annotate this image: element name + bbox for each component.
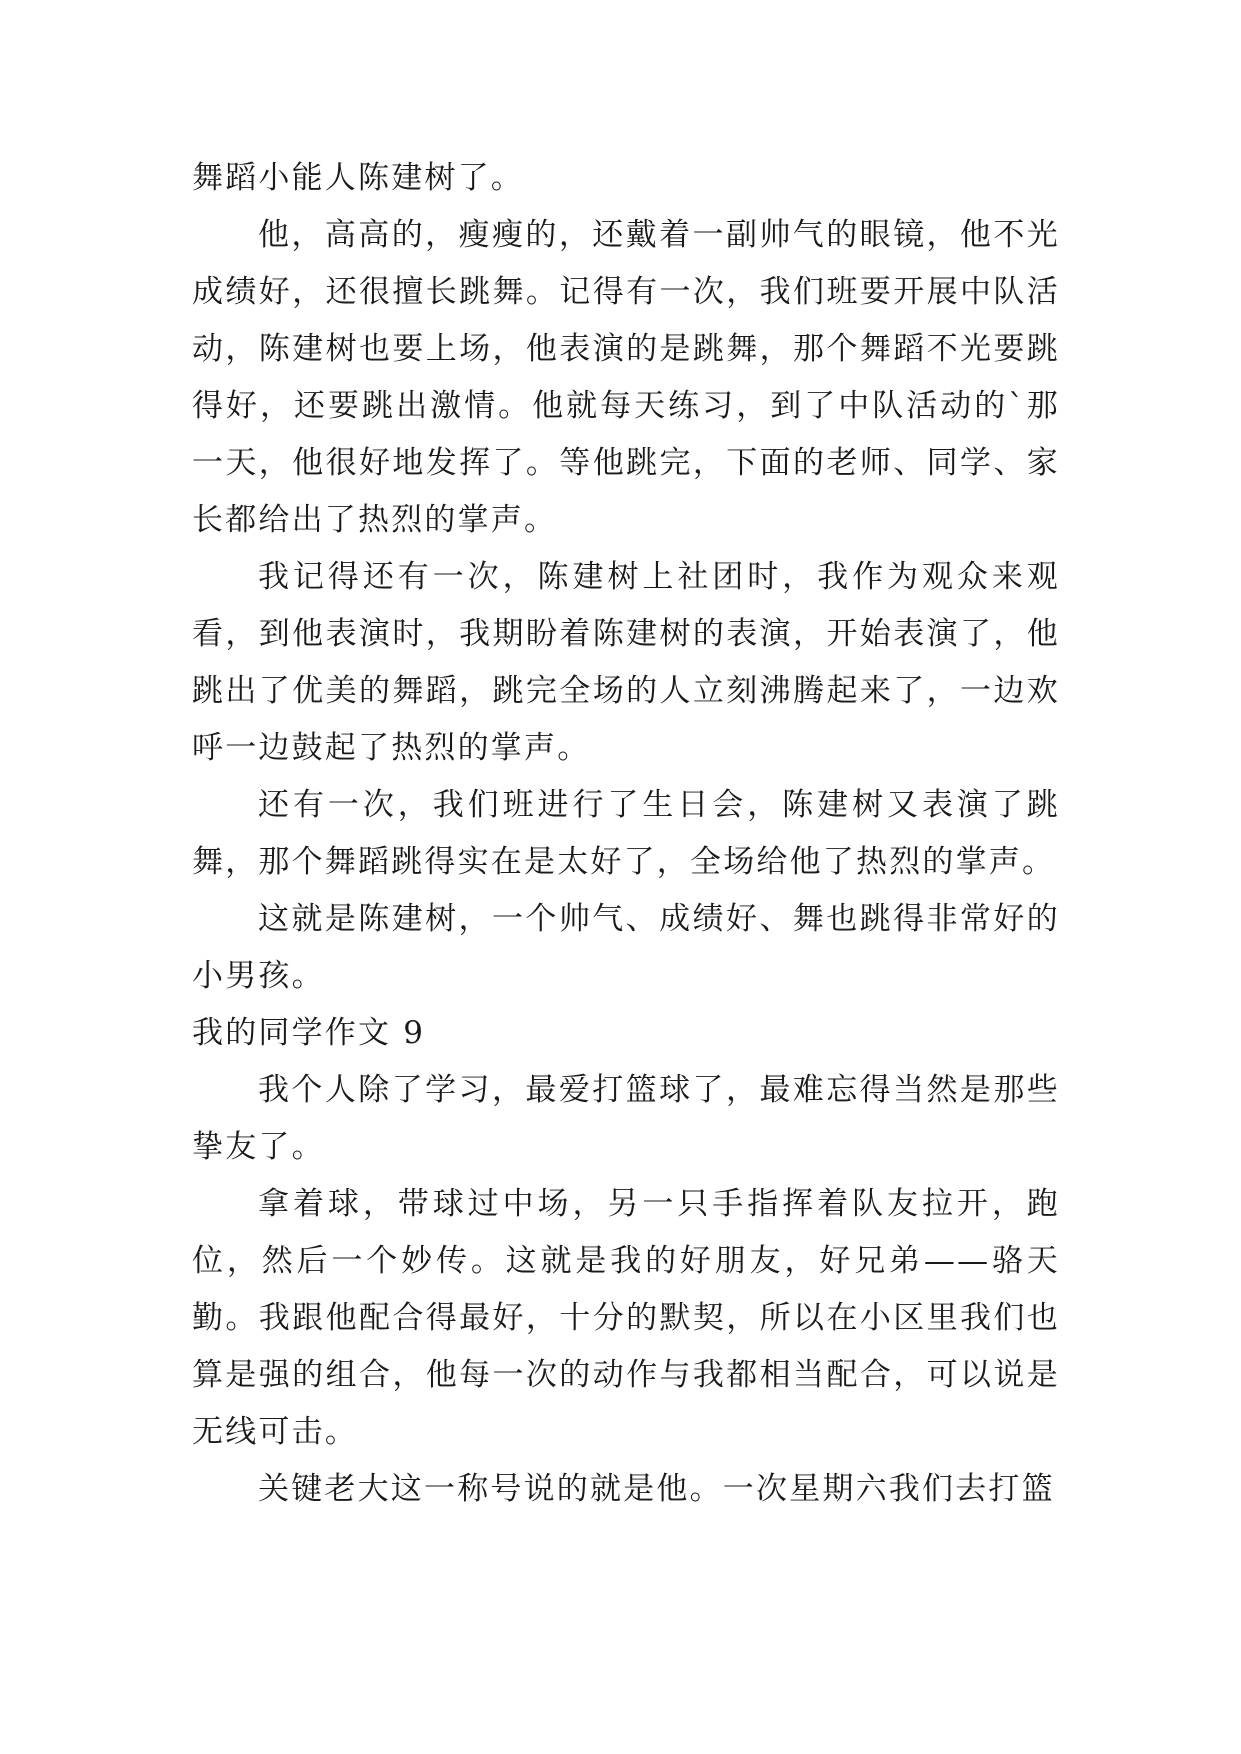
paragraph-key-boss: 关键老大这一称号说的就是他。一次星期六我们去打篮 [258,1471,1055,1507]
paragraph-continued: 舞蹈小能人陈建树了。 [192,160,524,196]
essay-heading: 我的同学作文 9 [192,1015,426,1051]
document-body [192,150,1060,1518]
paragraph-club-performance: 我记得还有一次，陈建树上社团时，我作为观众来观看，到他表演时，我期盼着陈建树的表演，开始表演了，他跳出了优美的舞蹈，跳完全场的人立刻沸腾起来了，一边欢呼一边鼓起了热烈的掌声。 [192,559,1060,766]
paragraph-intro-basketball: 我个人除了学习，最爱打篮球了，最难忘得当然是那些挚友了。 [192,1072,1060,1165]
paragraph-teammate: 拿着球，带球过中场，另一只手指挥着队友拉开，跑位，然后一个妙传。这就是我的好朋友，好兄弟——骆天勤。我跟他配合得最好，十分的默契，所以在小区里我们也算是强的组合，他每一次的动作与我都相当配合，可以说是无线可击。 [192,1186,1060,1450]
paragraph-birthday-party: 还有一次，我们班进行了生日会，陈建树又表演了跳舞，那个舞蹈跳得实在是太好了，全场给他了热烈的掌声。 [192,787,1060,880]
paragraph-conclusion: 这就是陈建树，一个帅气、成绩好、舞也跳得非常好的小男孩。 [192,901,1060,994]
paragraph-description: 他，高高的，瘦瘦的，还戴着一副帅气的眼镜，他不光成绩好，还很擅长跳舞。记得有一次，我们班要开展中队活动，陈建树也要上场，他表演的是跳舞，那个舞蹈不光要跳得好，还要跳出激情。他就每天练习，到了中队活动的`那一天，他很好地发挥了。等他跳完，下面的老师、同学、家长都给出了热烈的掌声。 [192,217,1060,538]
